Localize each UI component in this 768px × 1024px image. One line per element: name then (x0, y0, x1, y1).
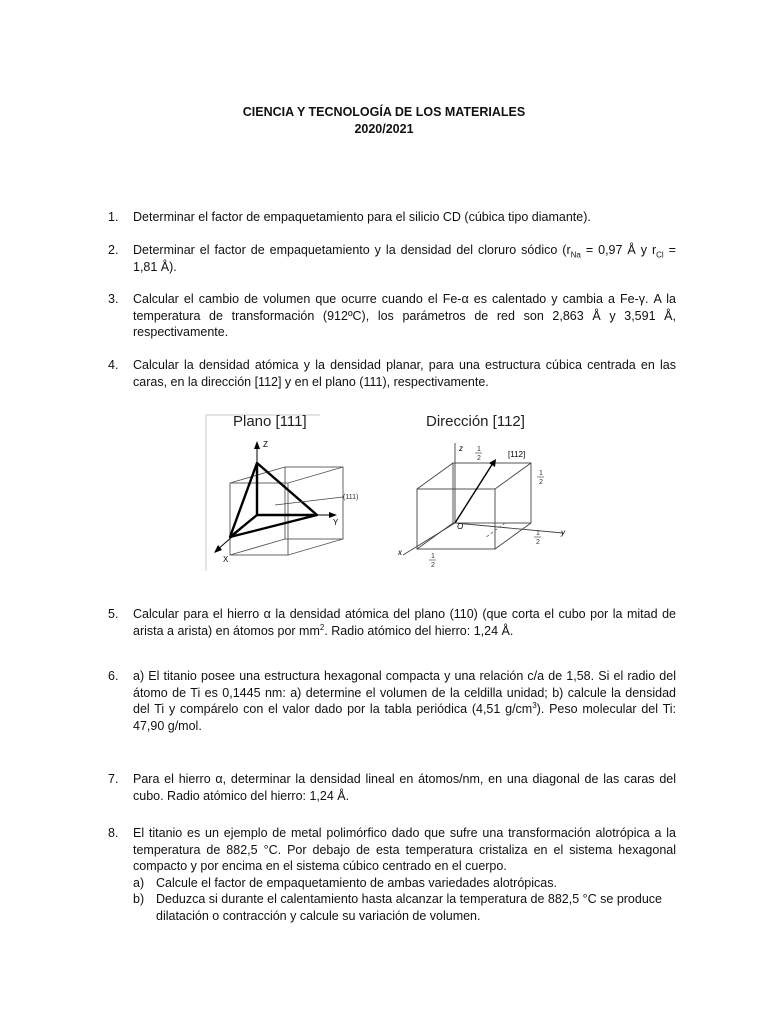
question-text: Determinar el factor de empaquetamiento para el silicio CD (cúbica tipo diamante). (133, 210, 591, 224)
direction-label: [112] (508, 450, 526, 459)
fraction-right-num: 1 (539, 470, 543, 477)
fraction-br-num: 1 (536, 530, 540, 537)
question-7 (108, 771, 676, 804)
question-2 (108, 242, 676, 275)
question-text: a) El titanio posee una estructura hexagonal compacta y una relación c/a de 1,58. Si el radio del átomo de Ti es 0,1445 nm: a) determine el volumen de la celdilla unidad; b) calcule la densidad del Ti y compárelo con el valor dado por la tabla periódica (4,51 $g/cm^3$). Peso molecular del Ti: 47,90 g/mol. (133, 669, 677, 733)
question-number: 8. (108, 826, 119, 840)
document-year: 2020/2021 (354, 122, 414, 136)
question-text: Calcular la densidad atómica y la densidad planar, para una estructura cúbica centrada en las caras, en la dirección [112] y en el plano (111), respectivamente. (133, 358, 676, 389)
sub-item-label: a) (133, 875, 145, 890)
fraction-top-den: 2 (477, 455, 481, 462)
sub-item-b (133, 891, 676, 924)
question-text: Calcular el cambio de volumen que ocurre cuando el Fe-α es calentado y cambia a Fe-γ. A la temperatura de transformación (912ºC), los parámetros de red son 2,863 Å y 3,591 Å, respectivamente. (133, 292, 676, 339)
question-1 (108, 209, 676, 226)
question-text: Para el hierro α, determinar la densidad lineal en átomos/nm, en una diagonal de las caras del cubo. Radio atómico del hierro: 1,24 Å. (133, 772, 676, 803)
x-axis-label: X (223, 555, 229, 564)
question-text: Determinar el factor de empaquetamiento y la densidad del cloruro sódico ($r_{Na} = 0,97$ Å y $r_{Cl} = 1,81$ Å). (133, 243, 676, 274)
plane-111-diagram (206, 413, 358, 571)
document-title: CIENCIA Y TECNOLOGÍA DE LOS MATERIALES (242, 105, 526, 119)
question-6 (108, 668, 676, 734)
question-number: 2. (108, 243, 119, 257)
left-diagram-title: Plano [111] (233, 413, 307, 430)
sub-item-text: Calcule el factor de empaquetamiento de ambas variedades alotrópicas. (156, 875, 557, 890)
question-number: 5. (108, 607, 119, 621)
question-text: Calcular para el hierro α la densidad atómica del plano (110) (que corta el cubo por la mitad de arista a arista) en átomos por $mm^2$. Radio atómico del hierro: 1,24 Å. (133, 607, 676, 638)
fraction-right-den: 2 (539, 479, 543, 486)
plane-label: (111) (343, 494, 359, 501)
sub-item-text: Deduzca si durante el calentamiento hasta alcanzar la temperatura de 882,5 °C se produce dilatación o contracción y calcule su variación de volumen. (156, 892, 662, 923)
question-3 (108, 291, 676, 341)
fraction-top-num: 1 (477, 446, 481, 453)
z-axis-label: Z (263, 440, 268, 449)
direction-112-diagram (397, 413, 566, 569)
y-axis-label: Y (333, 518, 339, 527)
question-text: El titanio es un ejemplo de metal polimórfico dado que sufre una transformación alotrópica a la temperatura de 882,5 °C. Por debajo de esta temperatura cristaliza en el sistema hexagonal compacto y por encima en el sistema cúbico centrado en el cuerpo. (133, 826, 676, 873)
origin-label: O (457, 522, 464, 531)
z-axis-label: z (459, 444, 463, 453)
fraction-bl-num: 1 (431, 553, 435, 560)
x-axis-label: x (398, 548, 402, 557)
question-4 (108, 357, 676, 390)
fraction-br-den: 2 (536, 539, 540, 546)
crystal-figure (205, 405, 573, 572)
question-number: 4. (108, 358, 119, 372)
question-5 (108, 606, 676, 639)
sub-item-label: b) (133, 892, 145, 906)
question-8 (108, 825, 676, 924)
y-axis-label: y (561, 528, 565, 537)
question-number: 1. (108, 210, 119, 224)
right-diagram-title: Dirección [112] (426, 413, 525, 430)
question-number: 7. (108, 772, 119, 786)
question-number: 3. (108, 292, 119, 306)
sub-item-a (133, 875, 676, 892)
fraction-bl-den: 2 (431, 562, 435, 569)
question-number: 6. (108, 669, 119, 683)
